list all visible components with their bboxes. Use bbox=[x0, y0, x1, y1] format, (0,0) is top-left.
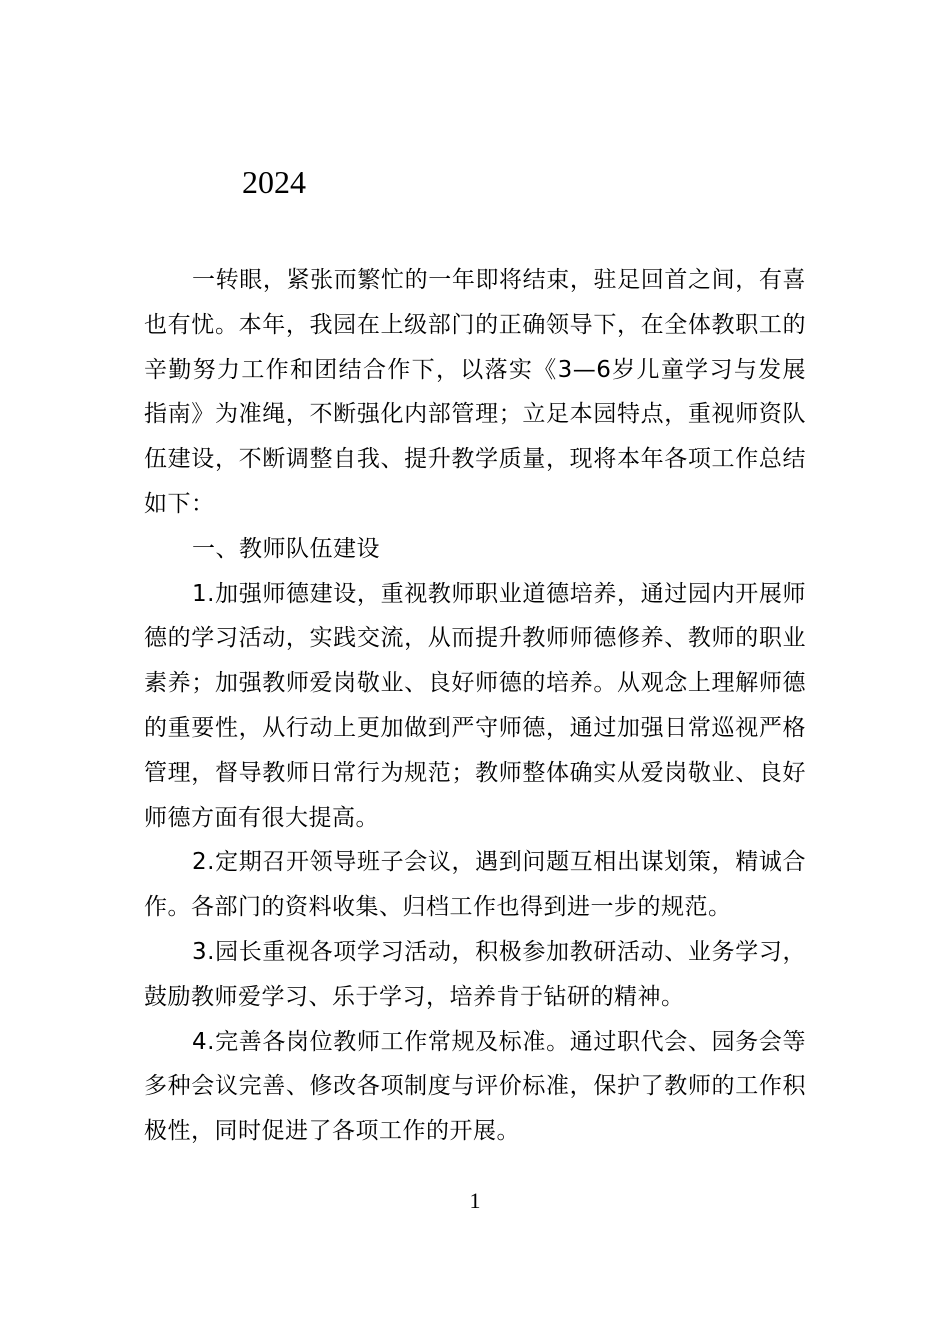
document-body bbox=[144, 258, 806, 1154]
item-paragraph-1: 1.加强师德建设，重视教师职业道德培养，通过园内开展师德的学习活动，实践交流，从而提升教师师德修养、教师的职业素养；加强教师爱岗敬业、良好师德的培养。从观念上理解师德的重要性，从行动上更加做到严守师德，通过加强日常巡视严格管理，督导教师日常行为规范；教师整体确实从爱岗敬业、良好师德方面有很大提高。 bbox=[144, 580, 806, 831]
item-paragraph-3: 3.园长重视各项学习活动，积极参加教研活动、业务学习，鼓励教师爱学习、乐于学习，培养肯于钻研的精神。 bbox=[144, 938, 806, 1010]
intro-paragraph: 一转眼，紧张而繁忙的一年即将结束，驻足回首之间，有喜也有忧。本年，我园在上级部门的正确领导下，在全体教职工的辛勤努力工作和团结合作下，以落实《3—6岁儿童学习与发展指南》为准绳，不断强化内部管理；立足本园特点，重视师资队伍建设，不断调整自我、提升教学质量，现将本年各项工作总结如下： bbox=[144, 267, 806, 517]
document-title: 2024 bbox=[242, 164, 306, 200]
section-heading-teacher-team: 一、教师队伍建设 bbox=[192, 535, 380, 562]
item-paragraph-4: 4.完善各岗位教师工作常规及标准。通过职代会、园务会等多种会议完善、修改各项制度与评价标准，保护了教师的工作积极性，同时促进了各项工作的开展。 bbox=[144, 1028, 806, 1145]
item-paragraph-2: 2.定期召开领导班子会议，遇到问题互相出谋划策，精诚合作。各部门的资料收集、归档工作也得到进一步的规范。 bbox=[144, 849, 806, 921]
page-number: 1 bbox=[469, 1188, 481, 1213]
